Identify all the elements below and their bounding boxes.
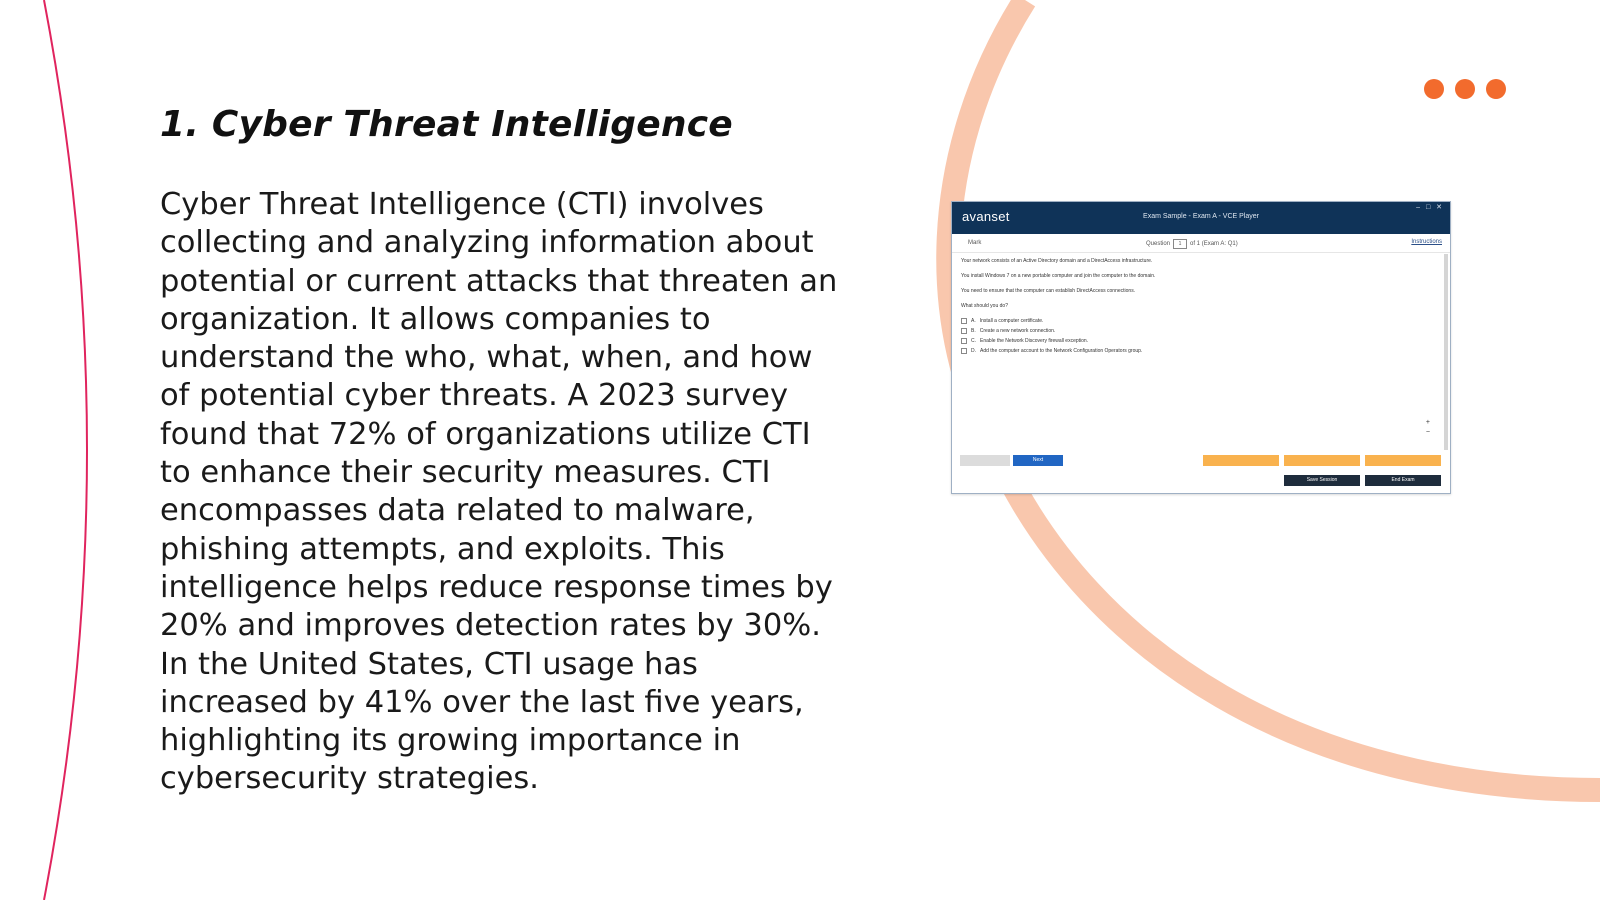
- slide-body-text: Cyber Threat Intelligence (CTI) involves collecting and analyzing information about potential or current attacks that threaten an organization. It allows companies to understand the who, what, when, and how of potential cyber threats. A 2023 survey found that 72% of organizations utilize CTI to enhance their security measures. CTI encompasses data related to malware, phishing attempts, and exploits. This intelligence helps reduce response times by 20% and improves detection rates by 30%. In the United States, CTI usage has increased by 41% over the last five years, highlighting its growing importance in cybersecurity strategies.: [160, 187, 838, 797]
- next-button: Next: [1013, 455, 1063, 466]
- checkbox-icon: [961, 328, 967, 334]
- save-session-button: Save Session: [1284, 475, 1360, 486]
- previous-button: [960, 455, 1010, 466]
- end-exam-button: End Exam: [1365, 475, 1441, 486]
- orange-button: [1365, 455, 1441, 466]
- orange-button: [1203, 455, 1279, 466]
- mark-label: Mark: [968, 240, 982, 246]
- slide-title: 1. Cyber Threat Intelligence: [160, 104, 733, 145]
- question-total: of 1 (Exam A: Q1): [1190, 241, 1238, 247]
- answer-option: [961, 318, 1441, 324]
- screenshot-session-row: [960, 475, 1442, 487]
- three-dots-icon: [1424, 79, 1506, 99]
- dot: [1455, 79, 1475, 99]
- instructions-link: Instructions: [1411, 239, 1442, 245]
- screenshot-window-title: Exam Sample - Exam A - VCE Player: [1143, 213, 1259, 220]
- zoom-controls: [1426, 418, 1430, 438]
- exam-player-screenshot: [951, 201, 1451, 494]
- question-indicator: [1146, 239, 1238, 249]
- window-controls-icon: – □ ✕: [1416, 204, 1444, 211]
- zoom-in-icon: +: [1425, 419, 1430, 426]
- scrollbar: [1444, 254, 1448, 450]
- question-content: [952, 253, 1450, 354]
- question-label: Question: [1146, 241, 1171, 247]
- screenshot-button-row: [960, 455, 1442, 467]
- question-line: Your network consists of an Active Directory domain and a DirectAccess infrastructure.: [961, 258, 1153, 264]
- dot: [1424, 79, 1444, 99]
- checkbox-icon: [961, 348, 967, 354]
- option-letter: A.: [971, 318, 976, 324]
- option-text: Install a computer certificate.: [979, 318, 1044, 324]
- option-letter: C.: [971, 338, 976, 344]
- answer-option: [961, 348, 1441, 354]
- option-text: Add the computer account to the Network Configuration Operators group.: [980, 348, 1143, 354]
- left-curve-line: [44, 0, 87, 900]
- avanset-logo: avanset: [962, 209, 1010, 224]
- orange-button: [1284, 455, 1360, 466]
- answer-option: [961, 338, 1441, 344]
- checkbox-icon: [961, 338, 967, 344]
- question-line: What should you do?: [961, 303, 1008, 309]
- zoom-out-icon: −: [1425, 429, 1430, 436]
- question-line: You need to ensure that the computer can establish DirectAccess connections.: [961, 288, 1136, 294]
- question-number-box: 1: [1173, 239, 1187, 249]
- option-text: Create a new network connection.: [979, 328, 1056, 334]
- checkbox-icon: [961, 318, 967, 324]
- option-text: Enable the Network Discovery firewall exception.: [980, 338, 1089, 344]
- screenshot-titlebar: [952, 202, 1450, 234]
- answer-option: [961, 328, 1441, 334]
- option-letter: B.: [971, 328, 976, 334]
- option-letter: D.: [971, 348, 976, 354]
- question-line: You install Windows 7 on a new portable computer and join the computer to the domain.: [961, 273, 1156, 279]
- dot: [1486, 79, 1506, 99]
- screenshot-toolbar: [952, 234, 1450, 253]
